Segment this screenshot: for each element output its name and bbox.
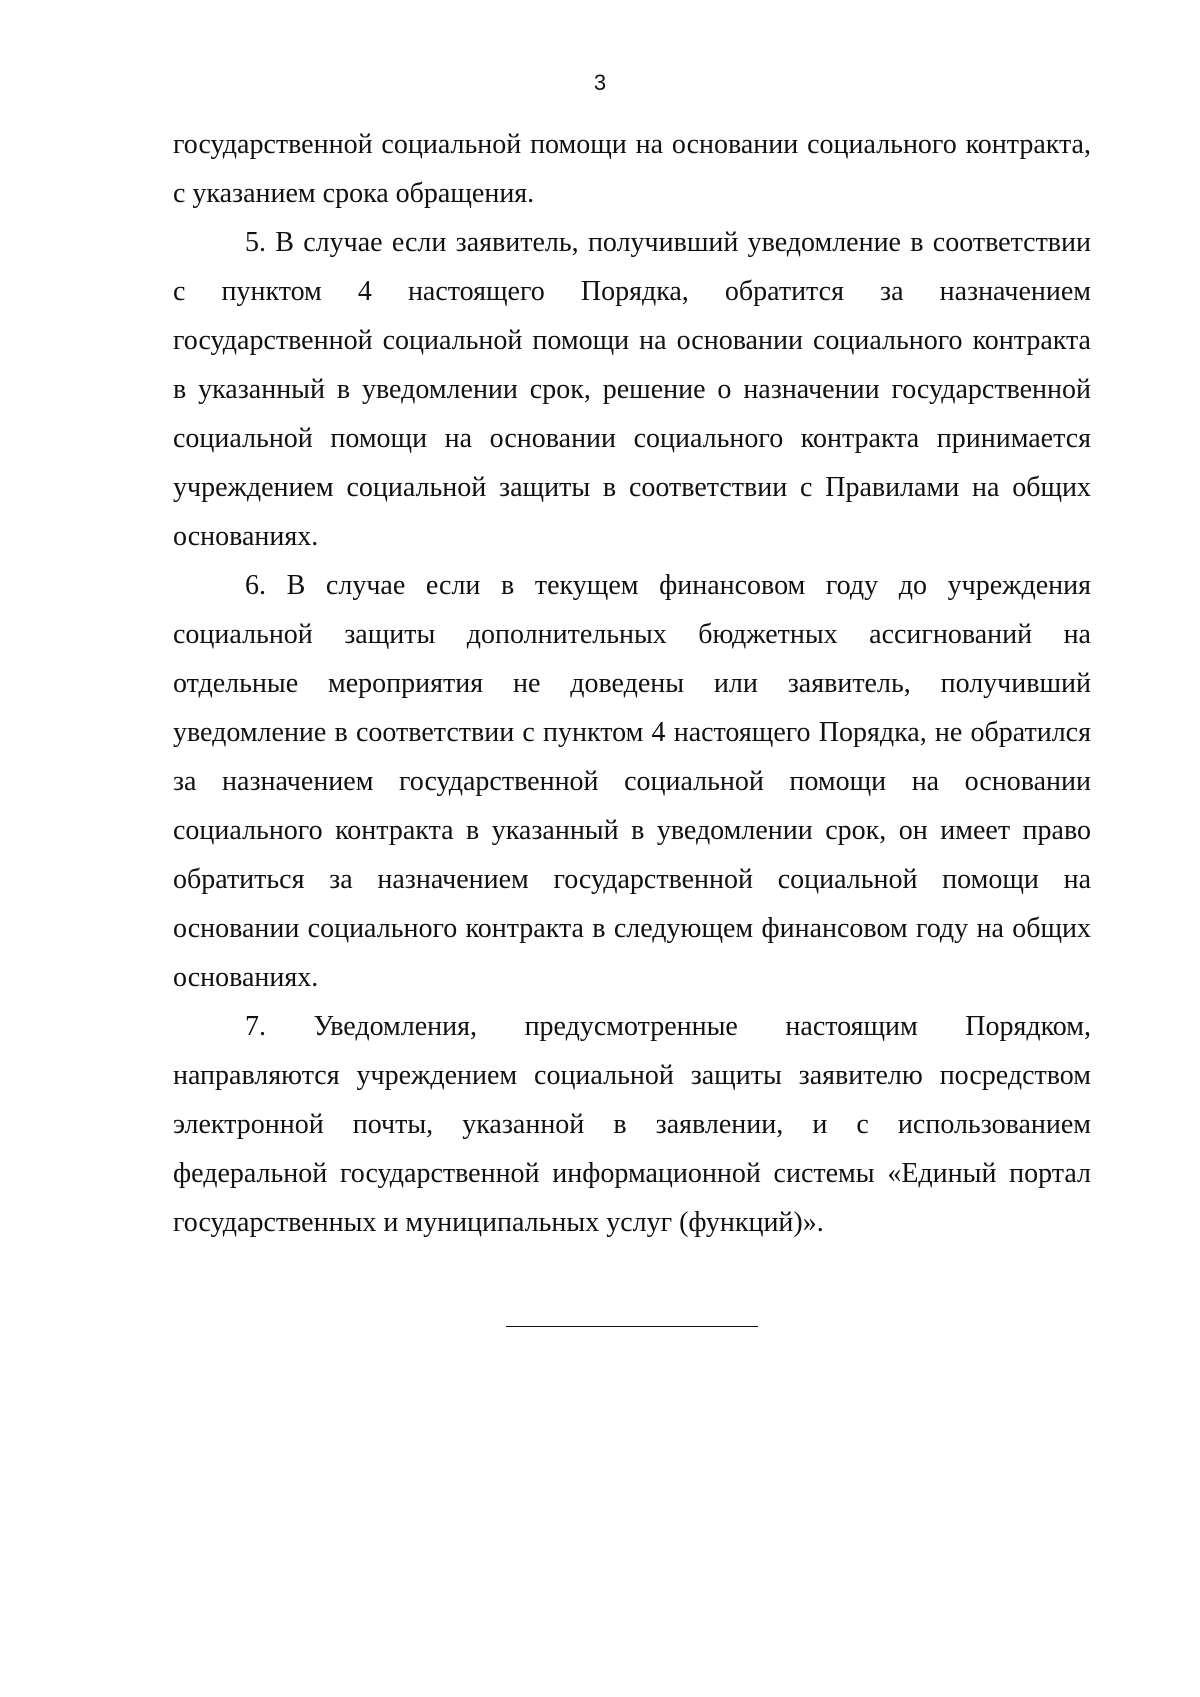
paragraph-item-7: 7. Уведомления, предусмотренные настоящим Порядком, направляются учреждением социальной защиты заявителю посредством электронной почты, указанной в заявлении, и с использованием федеральной государственной информационной системы «Единый портал государственных и муниципальных услуг (функций)». [173, 1011, 1091, 1238]
end-separator-line [506, 1326, 758, 1327]
paragraph-item-5: 5. В случае если заявитель, получивший уведомление в соответствии с пунктом 4 настоящего Порядка, обратится за назначением государственной социальной помощи на основании социального контракта в указанный в уведомлении срок, решение о назначении государственной социальной помощи на основании социального контракта принимается учреждением социальной защиты в соответствии с Правилами на общих основаниях. [173, 227, 1091, 552]
document-body [173, 120, 1091, 1247]
paragraph-continuation: государственной социальной помощи на основании социального контракта, с указанием срока обращения. [173, 129, 1091, 209]
paragraph-item-6: 6. В случае если в текущем финансовом году до учреждения социальной защиты дополнительных бюджетных ассигнований на отдельные мероприятия не доведены или заявитель, получивший уведомление в соответствии с пунктом 4 настоящего Порядка, не обратился за назначением государственной социальной помощи на основании социального контракта в указанный в уведомлении срок, он имеет право обратиться за назначением государственной социальной помощи на основании социального контракта в следующем финансовом году на общих основаниях. [173, 570, 1091, 993]
page-number: 3 [593, 70, 607, 95]
